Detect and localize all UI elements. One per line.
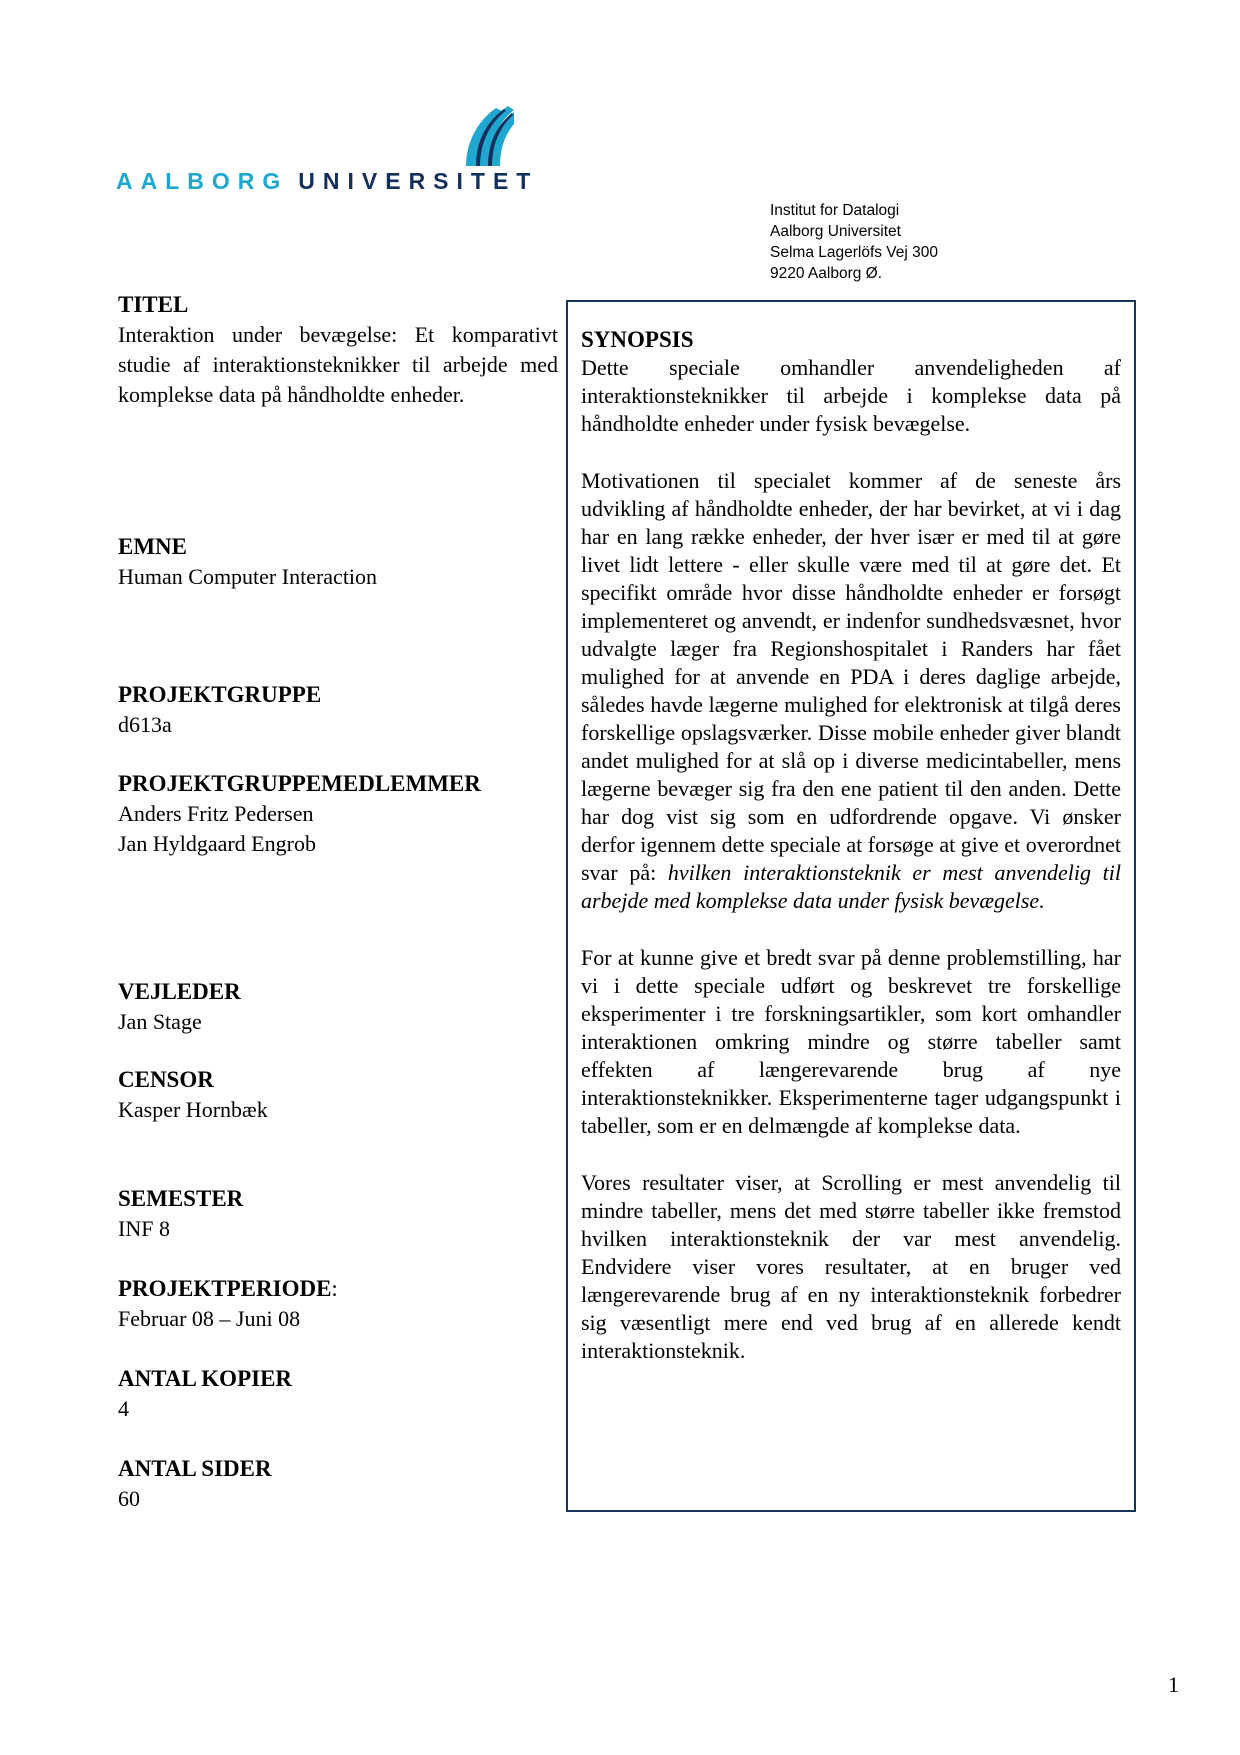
address-line-university: Aalborg Universitet xyxy=(770,223,901,240)
emne-value: Human Computer Interaction xyxy=(118,564,378,589)
section-titel xyxy=(118,290,558,410)
titel-value: Interaktion under bevægelse: Et komparativt studie af interaktionsteknikker til arbejde med komplekse data på håndholdte enheder. xyxy=(118,322,558,407)
antal-sider-value: 60 xyxy=(118,1486,140,1511)
projektgruppe-value: d613a xyxy=(118,712,172,737)
medlem-name-2: Jan Hyldgaard Engrob xyxy=(118,831,316,856)
semester-value: INF 8 xyxy=(118,1216,170,1241)
projektgruppe-label: PROJEKTGRUPPE xyxy=(118,682,322,707)
section-projektgruppemedlemmer xyxy=(118,769,558,859)
section-vejleder xyxy=(118,977,558,1037)
synopsis-paragraph-2-normal: Motivationen til specialet kommer af de seneste års udvikling af håndholdte enheder, der har bevirket, at vi i dag har en lang række enheder, der hver især er med til at gøre livet lidt lettere - eller skulle være med til at gøre det. Et specifikt område hvor disse håndholdte enheder er forsøgt implementeret og anvendt, er indenfor sundhedsvæsnet, hvor udvalgte læger fra Regionshospitalet i Randers har fået mulighed for at anvende en PDA i deres daglige arbejde, således havde lægerne mulighed for elektronisk at tilgå deres forskellige opslagsværker. Disse mobile enheder giver blandt andet mulighed for at slå op i diverse medicintabeller, mens lægerne bevæger sig fra den ene patient til den anden. Dette har dog vist sig som en udfordrende opgave. Vi ønsker derfor igennem dette speciale at forsøge at give et overordnet svar på: xyxy=(581,468,1121,885)
section-projektgruppe xyxy=(118,680,558,740)
address-line-city: 9220 Aalborg Ø. xyxy=(770,265,883,282)
synopsis-paragraph-3: For at kunne give et bredt svar på denne problemstilling, har vi i dette speciale udført og beskrevet tre forskellige eksperimenter i tre forskningsartikler, som kort omhandler interaktionen omkring mindre og større tabeller samt effekten af længerevarende brug af nye interaktionsteknikker. Eksperimenterne tager udgangspunkt i tabeller, som er en delmængde af komplekse data. xyxy=(581,945,1121,1138)
synopsis-label: SYNOPSIS xyxy=(581,327,694,352)
aalborg-universitet-logotype xyxy=(116,168,538,195)
synopsis-paragraph-1: Dette speciale omhandler anvendeligheden af interaktionsteknikker til arbejde i komplekse data på håndholdte enheder under fysisk bevægelse. xyxy=(581,355,1121,436)
section-emne xyxy=(118,532,558,592)
synopsis-paragraph-2-italic: hvilken interaktionsteknik er mest anvendelig til arbejde med komplekse data under fysisk bevægelse. xyxy=(581,860,1121,913)
antal-kopier-label: ANTAL KOPIER xyxy=(118,1366,293,1391)
vejleder-value: Jan Stage xyxy=(118,1009,202,1034)
section-antal-kopier xyxy=(118,1364,558,1424)
address-line-institute: Institut for Datalogi xyxy=(770,202,900,219)
emne-label: EMNE xyxy=(118,534,187,559)
aau-waves-icon xyxy=(448,104,514,168)
titel-label: TITEL xyxy=(118,292,189,317)
censor-label: CENSOR xyxy=(118,1067,214,1092)
medlem-name-1: Anders Fritz Pedersen xyxy=(118,801,314,826)
synopsis-paragraph-4: Vores resultater viser, at Scrolling er mest anvendelig til mindre tabeller, mens det med større tabeller ikke fremstod hvilken interaktionsteknik der var mest anvendelig. Endvidere viser vores resultater, at en bruger ved længerevarende brug af en ny interaktionsteknik forbedrer sig væsentligt mere end ved brug af en allerede kendt interaktionsteknik. xyxy=(581,1170,1121,1363)
page-number: 1 xyxy=(1168,1672,1179,1697)
section-censor xyxy=(118,1065,558,1125)
medlemmer-label: PROJEKTGRUPPEMEDLEMMER xyxy=(118,771,481,796)
section-projektperiode xyxy=(118,1274,558,1334)
section-semester xyxy=(118,1184,558,1244)
address-line-street: Selma Lagerlöfs Vej 300 xyxy=(770,244,939,261)
censor-value: Kasper Hornbæk xyxy=(118,1097,268,1122)
antal-kopier-value: 4 xyxy=(118,1396,129,1421)
projektperiode-value: Februar 08 – Juni 08 xyxy=(118,1306,301,1331)
vejleder-label: VEJLEDER xyxy=(118,979,241,1004)
antal-sider-label: ANTAL SIDER xyxy=(118,1456,272,1481)
synopsis-paragraph-2 xyxy=(581,467,1121,915)
section-antal-sider xyxy=(118,1454,558,1514)
projektperiode-colon: : xyxy=(331,1276,338,1301)
logo-word-aalborg: AALBORG xyxy=(116,168,289,194)
institute-address xyxy=(770,200,938,284)
projektperiode-label xyxy=(118,1274,558,1304)
projektperiode-label-text: PROJEKTPERIODE xyxy=(118,1276,332,1301)
logo-word-universitet: UNIVERSITET xyxy=(298,168,539,194)
semester-label: SEMESTER xyxy=(118,1186,244,1211)
synopsis-box xyxy=(566,300,1136,1512)
